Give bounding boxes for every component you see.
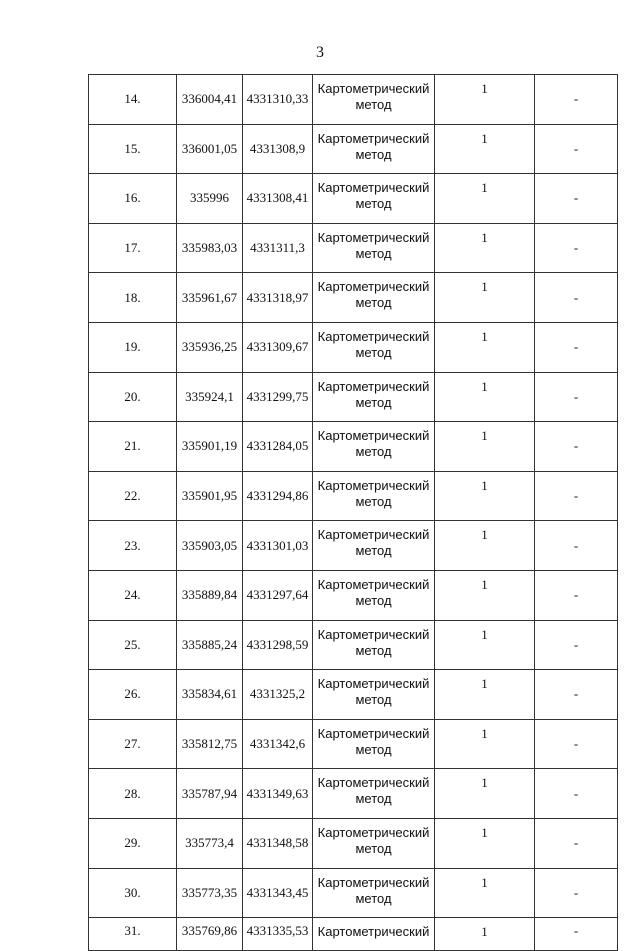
y-coordinate-cell: 4331308,9 — [243, 124, 313, 174]
method-cell: Картометрический метод — [313, 422, 435, 472]
table-row — [89, 174, 618, 224]
method-cell: Картометрический метод — [313, 124, 435, 174]
table-row — [89, 322, 618, 372]
x-coordinate-cell: 336004,41 — [177, 75, 243, 125]
note-cell: - — [535, 322, 618, 372]
table-row — [89, 422, 618, 472]
note-cell: - — [535, 521, 618, 571]
method-cell: Картометрический метод — [313, 174, 435, 224]
method-cell: Картометрический метод — [313, 273, 435, 323]
accuracy-cell: 1 — [435, 75, 535, 125]
table-row — [89, 570, 618, 620]
accuracy-cell: 1 — [435, 322, 535, 372]
table-row — [89, 818, 618, 868]
note-cell: - — [535, 868, 618, 918]
note-cell: - — [535, 818, 618, 868]
x-coordinate-cell: 335901,19 — [177, 422, 243, 472]
accuracy-cell: 1 — [435, 868, 535, 918]
x-coordinate-cell: 336001,05 — [177, 124, 243, 174]
point-number-cell: 20. — [89, 372, 177, 422]
accuracy-cell: 1 — [435, 422, 535, 472]
method-cell: Картометрический метод — [313, 75, 435, 125]
note-cell: - — [535, 174, 618, 224]
point-number-cell: 16. — [89, 174, 177, 224]
coordinates-table-body — [89, 75, 618, 951]
y-coordinate-cell: 4331294,86 — [243, 471, 313, 521]
point-number-cell: 21. — [89, 422, 177, 472]
accuracy-cell: 1 — [435, 769, 535, 819]
method-cell: Картометрический — [313, 918, 435, 951]
accuracy-cell: 1 — [435, 918, 535, 951]
table-row — [89, 521, 618, 571]
point-number-cell: 25. — [89, 620, 177, 670]
y-coordinate-cell: 4331310,33 — [243, 75, 313, 125]
y-coordinate-cell: 4331299,75 — [243, 372, 313, 422]
point-number-cell: 17. — [89, 223, 177, 273]
x-coordinate-cell: 335773,35 — [177, 868, 243, 918]
point-number-cell: 15. — [89, 124, 177, 174]
coordinates-table — [88, 74, 618, 951]
x-coordinate-cell: 335996 — [177, 174, 243, 224]
method-cell: Картометрический метод — [313, 620, 435, 670]
point-number-cell: 22. — [89, 471, 177, 521]
y-coordinate-cell: 4331318,97 — [243, 273, 313, 323]
y-coordinate-cell: 4331348,58 — [243, 818, 313, 868]
accuracy-cell: 1 — [435, 174, 535, 224]
table-row — [89, 372, 618, 422]
table-row — [89, 769, 618, 819]
x-coordinate-cell: 335889,84 — [177, 570, 243, 620]
y-coordinate-cell: 4331309,67 — [243, 322, 313, 372]
y-coordinate-cell: 4331308,41 — [243, 174, 313, 224]
point-number-cell: 24. — [89, 570, 177, 620]
table-row — [89, 670, 618, 720]
note-cell: - — [535, 75, 618, 125]
method-cell: Картометрический метод — [313, 719, 435, 769]
note-cell: - — [535, 273, 618, 323]
y-coordinate-cell: 4331325,2 — [243, 670, 313, 720]
note-cell: - — [535, 223, 618, 273]
point-number-cell: 18. — [89, 273, 177, 323]
method-cell: Картометрический метод — [313, 570, 435, 620]
y-coordinate-cell: 4331349,63 — [243, 769, 313, 819]
accuracy-cell: 1 — [435, 670, 535, 720]
x-coordinate-cell: 335885,24 — [177, 620, 243, 670]
page-number: 3 — [316, 44, 324, 61]
method-cell: Картометрический метод — [313, 322, 435, 372]
note-cell: - — [535, 769, 618, 819]
point-number-cell: 27. — [89, 719, 177, 769]
table-row — [89, 124, 618, 174]
table-row — [89, 868, 618, 918]
accuracy-cell: 1 — [435, 223, 535, 273]
accuracy-cell: 1 — [435, 620, 535, 670]
table-row — [89, 719, 618, 769]
x-coordinate-cell: 335773,4 — [177, 818, 243, 868]
note-cell: - — [535, 124, 618, 174]
note-cell: - — [535, 422, 618, 472]
method-cell: Картометрический метод — [313, 670, 435, 720]
method-cell: Картометрический метод — [313, 769, 435, 819]
method-cell: Картометрический метод — [313, 372, 435, 422]
accuracy-cell: 1 — [435, 818, 535, 868]
point-number-cell: 29. — [89, 818, 177, 868]
point-number-cell: 23. — [89, 521, 177, 571]
y-coordinate-cell: 4331343,45 — [243, 868, 313, 918]
point-number-cell: 26. — [89, 670, 177, 720]
note-cell: - — [535, 471, 618, 521]
y-coordinate-cell: 4331284,05 — [243, 422, 313, 472]
y-coordinate-cell: 4331298,59 — [243, 620, 313, 670]
method-cell: Картометрический метод — [313, 471, 435, 521]
table-row — [89, 620, 618, 670]
point-number-cell: 31. — [89, 918, 177, 951]
y-coordinate-cell: 4331297,64 — [243, 570, 313, 620]
note-cell: - — [535, 719, 618, 769]
accuracy-cell: 1 — [435, 719, 535, 769]
point-number-cell: 14. — [89, 75, 177, 125]
point-number-cell: 30. — [89, 868, 177, 918]
accuracy-cell: 1 — [435, 273, 535, 323]
x-coordinate-cell: 335901,95 — [177, 471, 243, 521]
method-cell: Картометрический метод — [313, 868, 435, 918]
method-cell: Картометрический метод — [313, 223, 435, 273]
note-cell: - — [535, 620, 618, 670]
table-row — [89, 471, 618, 521]
accuracy-cell: 1 — [435, 372, 535, 422]
accuracy-cell: 1 — [435, 471, 535, 521]
x-coordinate-cell: 335812,75 — [177, 719, 243, 769]
table-row — [89, 75, 618, 125]
x-coordinate-cell: 335936,25 — [177, 322, 243, 372]
x-coordinate-cell: 335903,05 — [177, 521, 243, 571]
point-number-cell: 19. — [89, 322, 177, 372]
note-cell: - — [535, 670, 618, 720]
point-number-cell: 28. — [89, 769, 177, 819]
accuracy-cell: 1 — [435, 124, 535, 174]
table-row — [89, 223, 618, 273]
method-cell: Картометрический метод — [313, 521, 435, 571]
note-cell: - — [535, 918, 618, 951]
y-coordinate-cell: 4331311,3 — [243, 223, 313, 273]
y-coordinate-cell: 4331301,03 — [243, 521, 313, 571]
x-coordinate-cell: 335787,94 — [177, 769, 243, 819]
x-coordinate-cell: 335961,67 — [177, 273, 243, 323]
note-cell: - — [535, 372, 618, 422]
note-cell: - — [535, 570, 618, 620]
x-coordinate-cell: 335924,1 — [177, 372, 243, 422]
accuracy-cell: 1 — [435, 570, 535, 620]
x-coordinate-cell: 335983,03 — [177, 223, 243, 273]
y-coordinate-cell: 4331335,53 — [243, 918, 313, 951]
x-coordinate-cell: 335769,86 — [177, 918, 243, 951]
accuracy-cell: 1 — [435, 521, 535, 571]
x-coordinate-cell: 335834,61 — [177, 670, 243, 720]
method-cell: Картометрический метод — [313, 818, 435, 868]
y-coordinate-cell: 4331342,6 — [243, 719, 313, 769]
table-row — [89, 273, 618, 323]
table-row — [89, 918, 618, 951]
